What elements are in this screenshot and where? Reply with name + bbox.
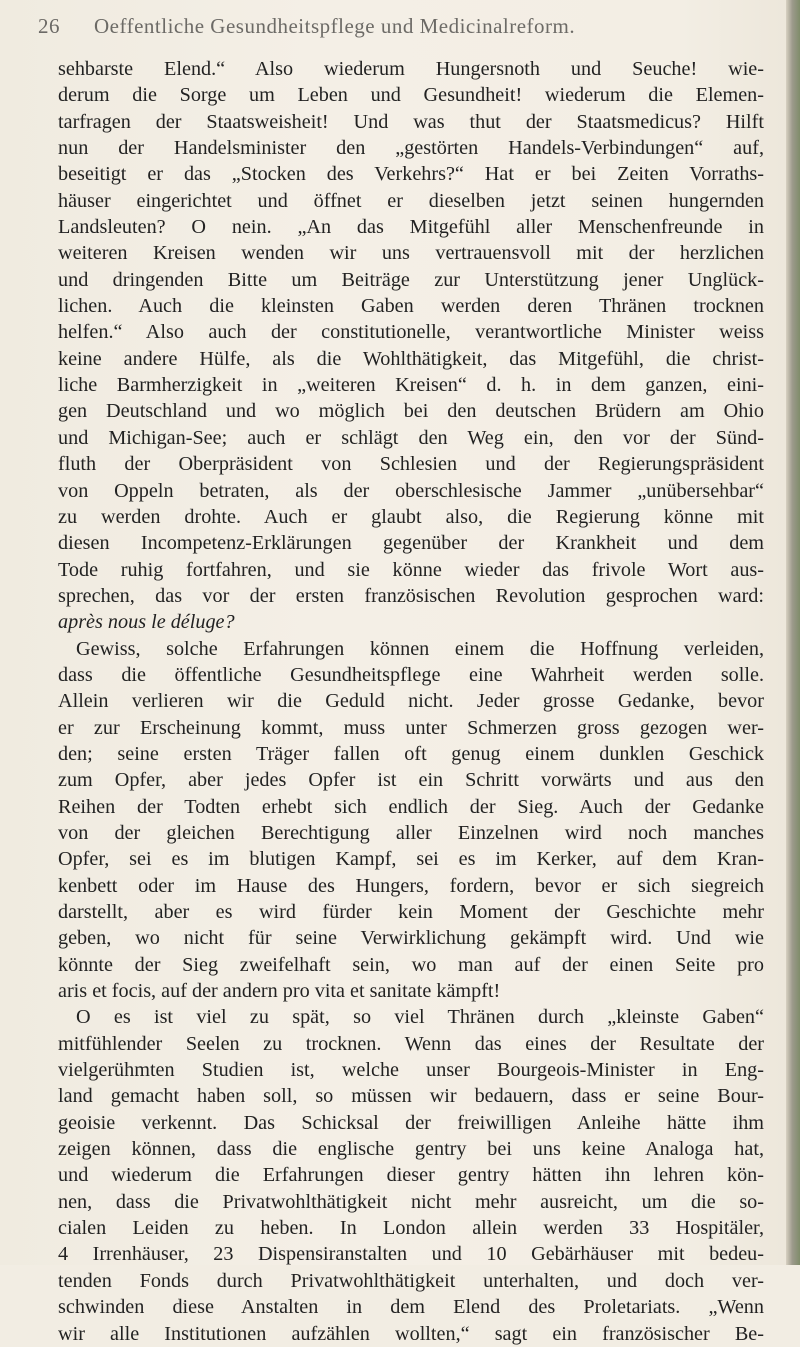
text-line: häuser eingerichtet und öffnet er dieselben jetzt seinen hungernden [58, 189, 764, 212]
text-line: dass die öffentliche Gesundheitspflege eine Wahrheit werden solle. [58, 663, 764, 686]
text-line: nen, dass die Privatwohlthätigkeit nicht mehr ausreicht, um die so- [58, 1190, 764, 1213]
text-line: Reihen der Todten erhebt sich endlich der Sieg. Auch der Gedanke [58, 795, 764, 818]
text-line: derum die Sorge um Leben und Gesundheit! wiederum die Elemen- [58, 84, 764, 107]
text-line: und wiederum die Erfahrungen dieser gentry hätten ihn lehren kön- [58, 1164, 764, 1187]
text-line: von Oppeln betraten, als der oberschlesische Jammer „unübersehbar“ [58, 479, 764, 502]
running-head [38, 14, 758, 44]
text-line: von der gleichen Berechtigung aller Einzelnen wird noch manches [58, 821, 764, 844]
text-line-italic [58, 609, 764, 635]
text-line: er zur Erscheinung kommt, muss unter Schmerzen gross gezogen wer- [58, 716, 764, 739]
text-line: helfen.“ Also auch der constitutionelle, verantwortliche Minister weiss [58, 321, 764, 344]
text-line: keine andere Hülfe, als die Wohlthätigkeit, das Mitgefühl, die christ- [58, 347, 764, 370]
text-line: cialen Leiden zu heben. In London allein werden 33 Hospitäler, [58, 1217, 764, 1240]
text-line: lichen. Auch die kleinsten Gaben werden deren Thränen trocknen [58, 295, 764, 318]
text-line: Landsleuten? O nein. „An das Mitgefühl aller Menschenfreunde in [58, 216, 764, 239]
text-line: sehbarste Elend.“ Also wiederum Hungersnoth und Seuche! wie- [58, 58, 764, 80]
text-line: fluth der Oberpräsident von Schlesien und der Regierungspräsident [58, 453, 764, 476]
text-line: geben, wo nicht für seine Verwirklichung gekämpft wird. Und wie [58, 927, 764, 950]
text-line: den; seine ersten Träger fallen oft genug einem dunklen Geschick [58, 742, 764, 765]
text-line: wir alle Institutionen aufzählen wollten,“ sagt ein französischer Be- [58, 1322, 764, 1345]
text-line: Tode ruhig fortfahren, und sie könne wieder das frivole Wort aus- [58, 558, 764, 581]
text-line: diesen Incompetenz-Erklärungen gegenüber der Krankheit und dem [58, 532, 764, 555]
text-line: gen Deutschland und wo möglich bei den deutschen Brüdern am Ohio [58, 400, 764, 423]
text-line: Allein verlieren wir die Geduld nicht. Jeder grosse Gedanke, bevor [58, 690, 764, 713]
text-line: vielgerühmten Studien ist, welche unser Bourgeois-Minister in Eng- [58, 1059, 764, 1082]
text-line: zu werden drohte. Auch er glaubt also, die Regierung könne mit [58, 505, 764, 528]
text-line: darstellt, aber es wird fürder kein Moment der Geschichte mehr [58, 901, 764, 923]
text-line: zum Opfer, aber jedes Opfer ist ein Schritt vorwärts und aus den [58, 769, 764, 792]
text-line: weiteren Kreisen wenden wir uns vertrauensvoll mit der herzlichen [58, 242, 764, 265]
text-line: liche Barmherzigkeit in „weiteren Kreisen“ d. h. in dem ganzen, eini- [58, 374, 764, 397]
text-line: könnte der Sieg zweifelhaft sein, wo man auf der einen Seite pro [58, 953, 764, 976]
text-line: Opfer, sei es im blutigen Kampf, sei es im Kerker, auf dem Kran- [58, 848, 764, 871]
text-line: geoisie verkennt. Das Schicksal der freiwilligen Anleihe hätte ihm [58, 1111, 764, 1134]
text-line: tarfragen der Staatsweisheit! Und was thut der Staatsmedicus? Hilft [58, 110, 764, 133]
text-line: nun der Handelsminister den „gestörten Handels-Verbindungen“ auf, [58, 137, 764, 160]
paragraph-start: O es ist viel zu spät, so viel Thränen durch „kleinste Gaben“ [76, 1006, 764, 1029]
text-line: zeigen können, dass die englische gentry bei uns keine Analoga hat, [58, 1138, 764, 1161]
text-line: mitfühlender Seelen zu trocknen. Wenn das eines der Resultate der [58, 1032, 764, 1055]
text-line: kenbett oder im Hause des Hungers, fordern, bevor er sich siegreich [58, 874, 764, 897]
text-line: sprechen, das vor der ersten französischen Revolution gesprochen ward: [58, 584, 764, 607]
page-edge-shadow [786, 0, 800, 1265]
text-line: und dringenden Bitte um Beiträge zur Unterstützung jener Unglück- [58, 268, 764, 291]
running-title: Oeffentliche Gesundheitspflege und Medicinalreform. [94, 14, 576, 38]
text-line: und Michigan-See; auch er schlägt den Weg ein, den vor der Sünd- [58, 426, 764, 449]
text-line: aris et focis, auf der andern pro vita et sanitate kämpft! [58, 980, 501, 1003]
italic-phrase: après nous le déluge? [58, 611, 235, 634]
body-text [58, 56, 764, 1347]
text-line: 4 Irrenhäuser, 23 Dispensiranstalten und 10 Gebärhäuser mit bedeu- [58, 1243, 764, 1266]
text-line: land gemacht haben soll, so müssen wir bedauern, dass er seine Bour- [58, 1085, 764, 1108]
text-line: beseitigt er das „Stocken des Verkehrs?“ Hat er bei Zeiten Vorraths- [58, 163, 764, 186]
text-line: tenden Fonds durch Privatwohlthätigkeit unterhalten, und doch ver- [58, 1269, 764, 1292]
text-line: schwinden diese Anstalten in dem Elend des Proletariats. „Wenn [58, 1296, 764, 1319]
paragraph-start: Gewiss, solche Erfahrungen können einem die Hoffnung verleiden, [76, 637, 764, 660]
page-number: 26 [38, 14, 60, 38]
